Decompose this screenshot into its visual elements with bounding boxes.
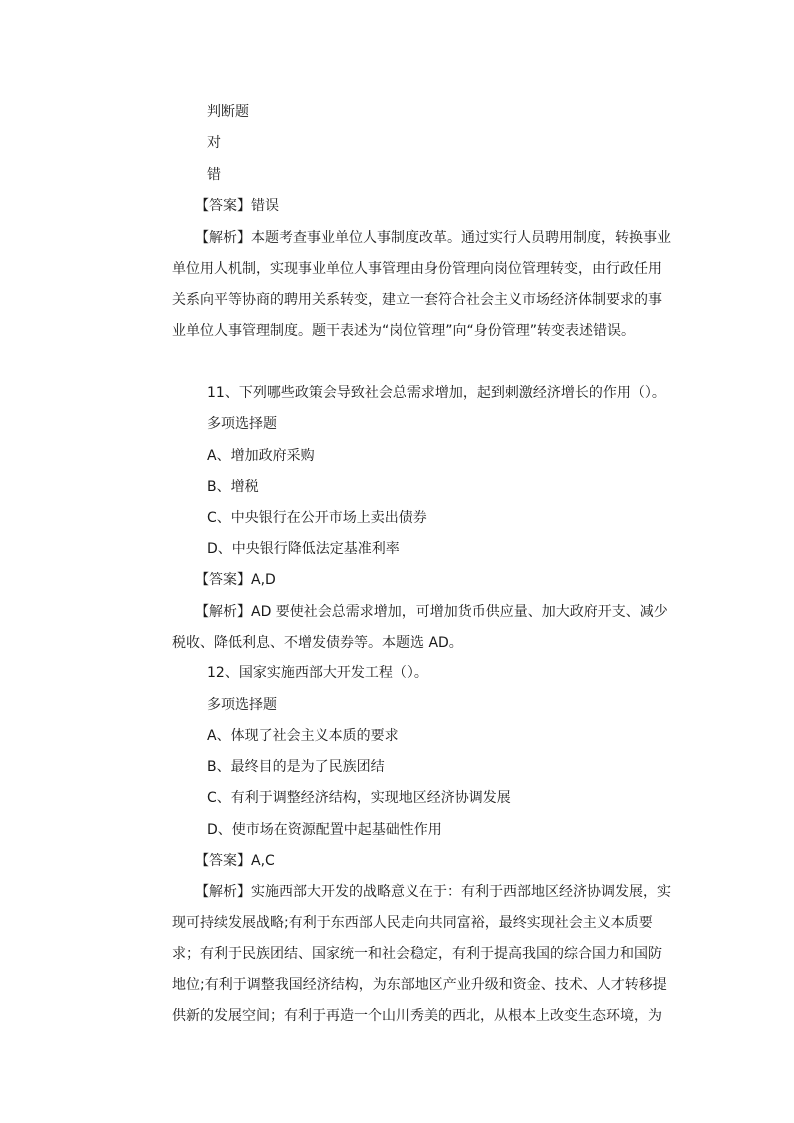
question-11-option-d: D、中央银行降低法定基准利率 (207, 541, 400, 557)
question-12-type-label: 多项选择题 (207, 697, 277, 713)
question-11-analysis: 【解析】AD 要使社会总需求增加，可增加货币供应量、加大政府开支、减少税收、降低利息、不增发债券等。本题选 AD。 (172, 604, 668, 651)
answer-line: 【答案】错误 (195, 198, 279, 214)
question-11-option-a: A、增加政府采购 (207, 448, 315, 464)
question-11-type-label: 多项选择题 (207, 416, 277, 432)
question-12-option-a: A、体现了社会主义本质的要求 (207, 728, 399, 744)
question-11-option-c: C、中央银行在公开市场上卖出债券 (207, 510, 427, 526)
question-11-option-b: B、增税 (207, 479, 259, 495)
question-12-option-b: B、最终目的是为了民族团结 (207, 759, 385, 775)
question-12-option-d: D、使市场在资源配置中起基础性作用 (207, 822, 442, 838)
question-12-stem: 12、国家实施西部大开发工程（）。 (207, 665, 428, 681)
question-11-stem: 11、下列哪些政策会导致社会总需求增加，起到刺激经济增长的作用（）。 (207, 385, 666, 401)
option-false: 错 (207, 167, 221, 183)
question-12-answer: 【答案】A,C (195, 853, 275, 869)
question-11-answer: 【答案】A,D (195, 572, 276, 588)
option-true: 对 (207, 135, 221, 151)
question-12-analysis: 【解析】实施西部大开发的战略意义在于：有利于西部地区经济协调发展，实现可持续发展战略;有利于东西部人民走向共同富裕，最终实现社会主义本质要求；有利于民族团结、国家统一和社会稳定，有利于提高我国的综合国力和国防地位;有利于调整我国经济结构，为东部地区产业升级和资金、技术、人才转移提供新的发展空间；有利于再造一个山川秀美的西北，从根本上改变生态环境，为 (172, 884, 671, 1024)
analysis-paragraph: 【解析】本题考查事业单位人事制度改革。通过实行人员聘用制度，转换事业单位用人机制，实现事业单位人事管理由身份管理向岗位管理转变，由行政任用关系向平等协商的聘用关系转变，建立一套符合社会主义市场经济体制要求的事业单位人事管理制度。题干表述为“岗位管理”向“身份管理”转变表述错误。 (172, 230, 671, 339)
question-12-option-c: C、有利于调整经济结构，实现地区经济协调发展 (207, 790, 511, 806)
question-type-label: 判断题 (207, 104, 249, 120)
